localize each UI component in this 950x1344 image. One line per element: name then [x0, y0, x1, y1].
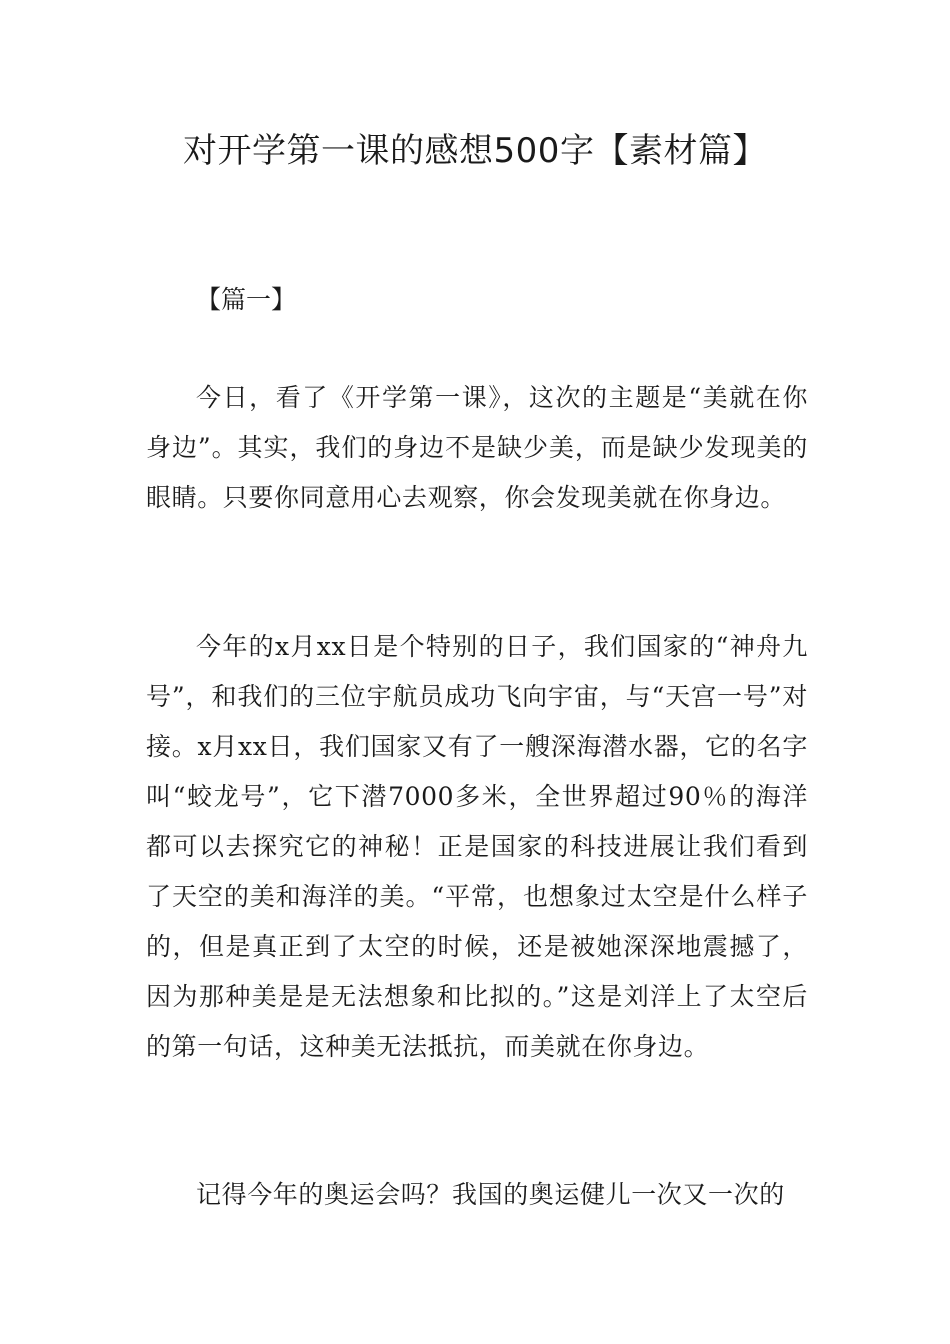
document-title: 对开学第一课的感想500字【素材篇】	[183, 131, 767, 171]
paragraph-3: 记得今年的奥运会吗？我国的奥运健儿一次又一次的	[196, 1180, 785, 1209]
section-label: 【篇一】	[196, 285, 297, 314]
paragraph-1: 今日，看了《开学第一课》，这次的主题是“美就在你身边”。其实，我们的身边不是缺少美，而是缺少发现美的眼睛。只要你同意用心去观察，你会发现美就在你身边。	[146, 383, 808, 512]
paragraph-2: 今年的x月xx日是个特别的日子，我们国家的“神舟九号”，和我们的三位宇航员成功飞向宇宙，与“天宫一号”对接。x月xx日，我们国家又有了一艘深海潜水器，它的名字叫“蛟龙号”，它下潜7000多米，全世界超过90％的海洋都可以去探究它的神秘！正是国家的科技进展让我们看到了天空的美和海洋的美。“平常，也想象过太空是什么样子的，但是真正到了太空的时候，还是被她深深地震撼了，因为那种美是是无法想象和比拟的。”这是刘洋上了太空后的第一句话，这种美无法抵抗，而美就在你身边。	[146, 632, 808, 1061]
